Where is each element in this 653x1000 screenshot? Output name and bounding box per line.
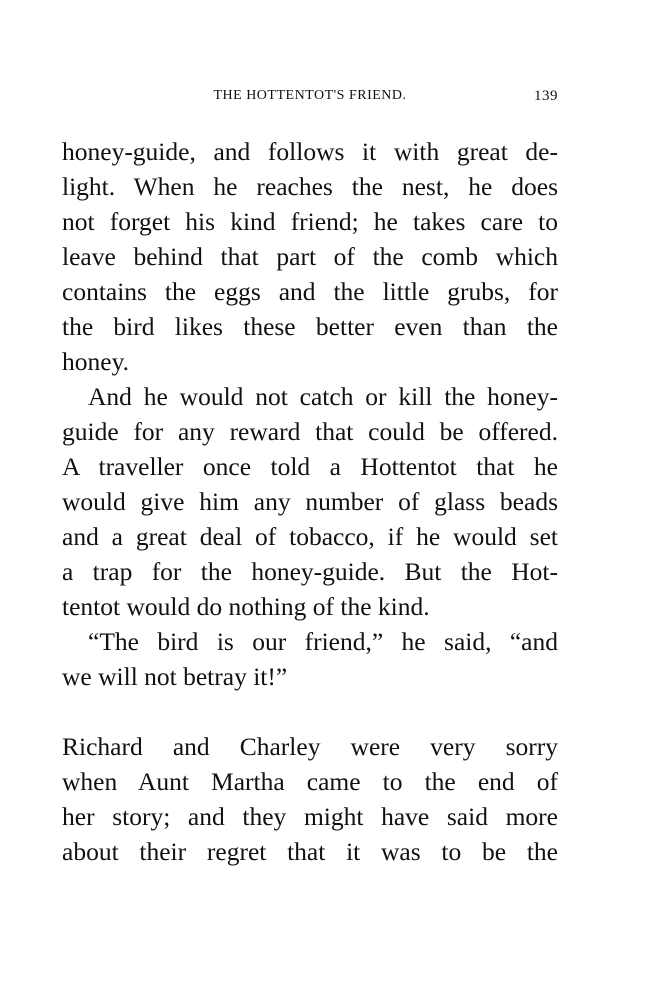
text-line: contains the eggs and the little grubs, for — [62, 277, 558, 306]
text-line: guide for any reward that could be offered. — [62, 417, 558, 446]
page-body — [62, 134, 558, 869]
text-line: Richard and Charley were very sorry — [62, 732, 558, 761]
text-line: tentot would do nothing of the kind. — [62, 592, 430, 621]
text-line: about their regret that it was to be the — [62, 837, 558, 866]
text-line: light. When he reaches the nest, he does — [62, 172, 558, 201]
page-number: 139 — [534, 88, 558, 104]
paragraph — [62, 624, 558, 694]
text-line: her story; and they might have said more — [62, 802, 558, 831]
text-line: we will not betray it!” — [62, 662, 288, 691]
text-line: would give him any number of glass beads — [62, 487, 558, 516]
page-header — [62, 88, 558, 110]
text-line: the bird likes these better even than the — [62, 312, 558, 341]
section-break — [62, 694, 558, 729]
text-line: A traveller once told a Hottentot that he — [62, 452, 558, 481]
text-line: and a great deal of tobacco, if he would set — [62, 522, 558, 551]
text-line: “The bird is our friend,” he said, “and — [88, 627, 558, 656]
text-line: not forget his kind friend; he takes care to — [62, 207, 558, 236]
paragraph — [62, 729, 558, 869]
text-line: a trap for the honey-guide. But the Hot- — [62, 557, 558, 586]
paragraph — [62, 379, 558, 624]
text-line: honey. — [62, 347, 130, 376]
text-line: when Aunt Martha came to the end of — [62, 767, 558, 796]
text-line: leave behind that part of the comb which — [62, 242, 558, 271]
running-title: THE HOTTENTOT'S FRIEND. — [213, 88, 407, 103]
text-line: And he would not catch or kill the honey- — [88, 382, 558, 411]
paragraph — [62, 134, 558, 379]
text-line: honey-guide, and follows it with great de- — [62, 137, 558, 166]
